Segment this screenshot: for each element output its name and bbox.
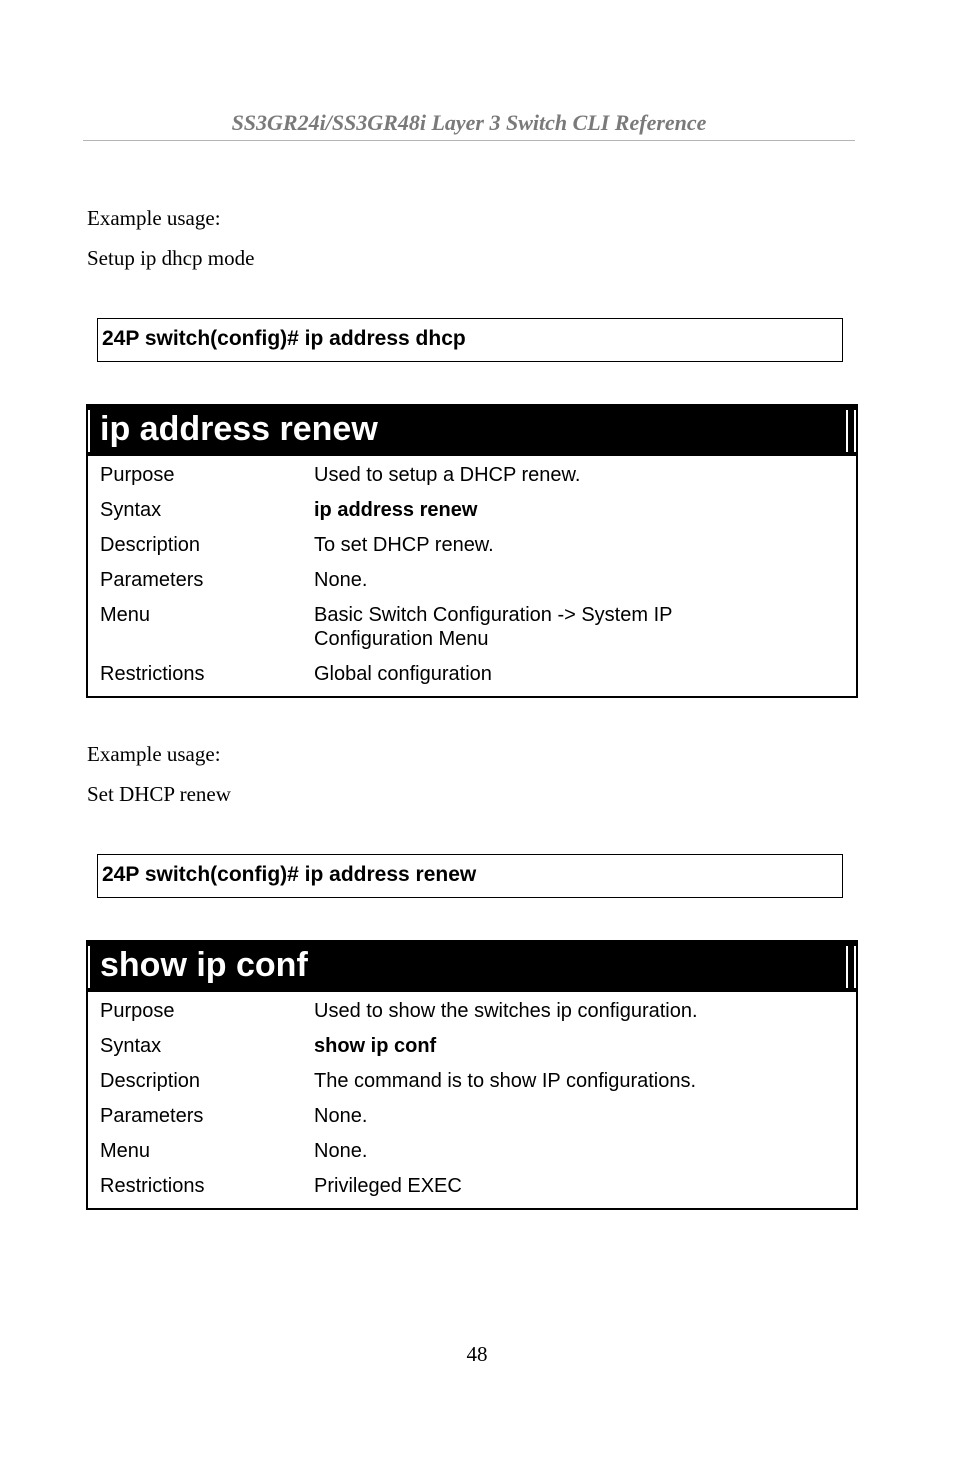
- command-title-bar: [88, 942, 856, 992]
- table-row-parameters: [88, 563, 856, 598]
- page-header: SS3GR24i/SS3GR48i Layer 3 Switch CLI Reference: [231, 110, 707, 135]
- example-description: Setup ip dhcp mode: [87, 246, 255, 270]
- row-label: Restrictions: [100, 663, 205, 685]
- example-description: Set DHCP renew: [87, 782, 231, 806]
- table-row-menu: [88, 1134, 856, 1169]
- title-left-rule: [88, 946, 90, 988]
- title-right-rule: [854, 946, 856, 988]
- table-row-syntax: [88, 493, 856, 528]
- table-row-description: [88, 528, 856, 563]
- row-label: Restrictions: [100, 1175, 205, 1197]
- row-value: show ip conf: [314, 1035, 437, 1057]
- title-right-rule-inner: [846, 410, 848, 452]
- row-label: Description: [100, 1070, 201, 1092]
- header-rule: [83, 140, 855, 141]
- page-number: 48: [466, 1342, 488, 1366]
- row-label: Description: [100, 534, 201, 556]
- row-value: ip address renew: [314, 499, 478, 521]
- command-title-bar: [88, 406, 856, 456]
- table-row-parameters: [88, 1099, 856, 1134]
- title-right-rule: [854, 410, 856, 452]
- table-row-menu: [88, 598, 856, 657]
- row-value: Basic Switch Configuration -> System IP Configuration Menu: [314, 604, 673, 650]
- example-usage-label: Example usage:: [87, 206, 221, 230]
- row-value: The command is to show IP configurations.: [314, 1070, 697, 1092]
- table-row-syntax: [88, 1029, 856, 1064]
- row-label: Menu: [100, 604, 151, 626]
- row-value: None.: [314, 1105, 368, 1127]
- row-value: None.: [314, 569, 368, 591]
- command-title: show ip conf: [100, 946, 308, 984]
- table-row-restrictions: [88, 1169, 856, 1204]
- row-value: Used to setup a DHCP renew.: [314, 464, 581, 486]
- table-row-restrictions: [88, 657, 856, 692]
- example-command-box: 24P switch(config)# ip address dhcp: [97, 318, 843, 362]
- row-value: Privileged EXEC: [314, 1175, 462, 1197]
- table-row-purpose: [88, 994, 856, 1029]
- table-row-purpose: [88, 458, 856, 493]
- row-value: To set DHCP renew.: [314, 534, 494, 556]
- row-label: Purpose: [100, 1000, 175, 1022]
- row-label: Syntax: [100, 499, 162, 521]
- row-value: Used to show the switches ip configuration.: [314, 1000, 698, 1022]
- command-table-ip-address-renew: [86, 404, 858, 698]
- row-label: Parameters: [100, 569, 204, 591]
- row-value: Global configuration: [314, 663, 492, 685]
- row-label: Menu: [100, 1140, 151, 1162]
- command-table-show-ip-conf: [86, 940, 858, 1210]
- example-usage-label: Example usage:: [87, 742, 221, 766]
- row-value: None.: [314, 1140, 368, 1162]
- row-label: Syntax: [100, 1035, 162, 1057]
- command-title: ip address renew: [100, 410, 378, 448]
- row-label: Purpose: [100, 464, 175, 486]
- title-right-rule-inner: [846, 946, 848, 988]
- example-command-box: 24P switch(config)# ip address renew: [97, 854, 843, 898]
- table-row-description: [88, 1064, 856, 1099]
- row-label: Parameters: [100, 1105, 204, 1127]
- title-left-rule: [88, 410, 90, 452]
